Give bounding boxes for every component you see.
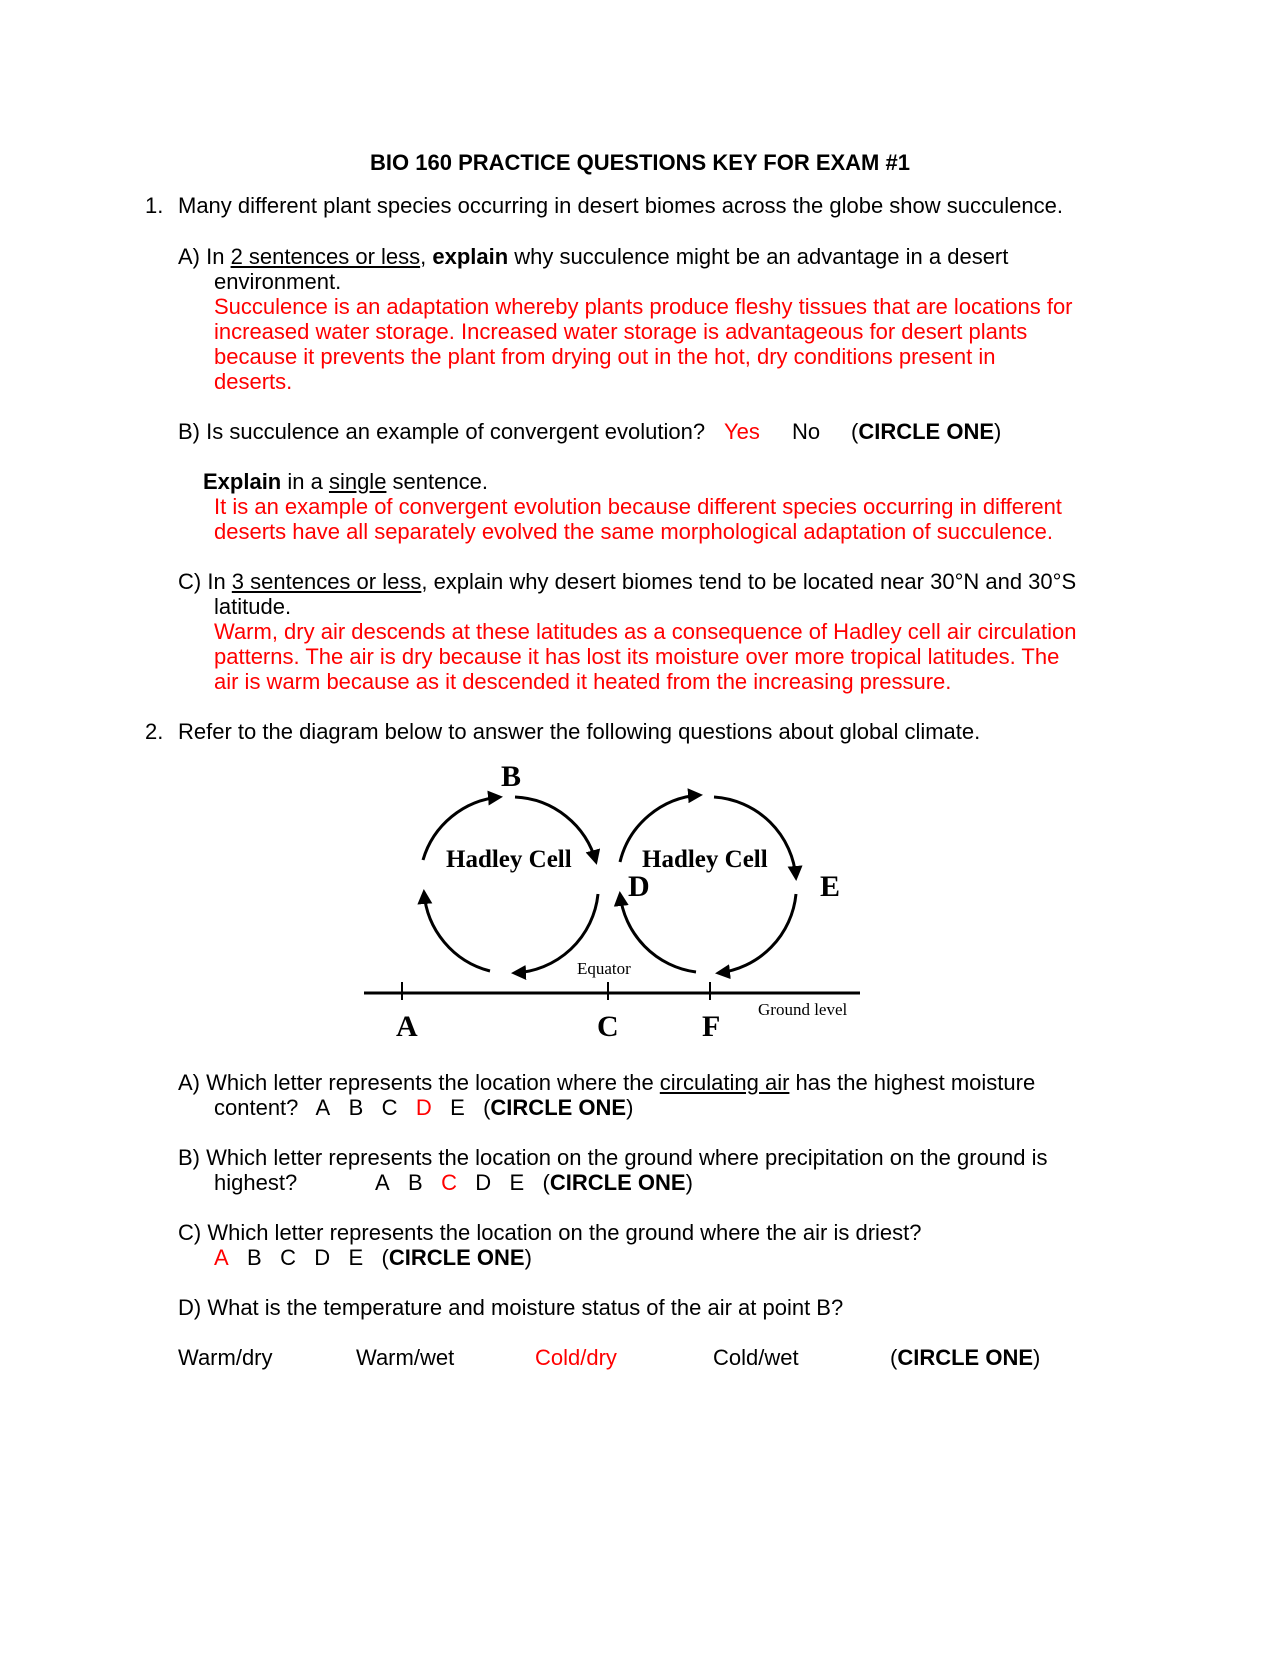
right-cell-label: Hadley Cell [642,846,768,873]
option: D [475,1170,492,1195]
q2b-question: B) Which letter represents the location on the ground where precipitation on the ground is [178,1145,1048,1170]
right-cell-arrow-bottom-left [620,894,696,972]
page-title: BIO 160 PRACTICE QUESTIONS KEY FOR EXAM #1 [370,150,910,175]
q1c-answer-line: air is warm because as it descended it heated from the increasing pressure. [214,669,952,694]
q1b-explain-prompt: Explain in a single sentence. [203,469,488,494]
right-cell-arrow-bottom-right [718,894,796,973]
q1a-answer-line: increased water storage. Increased water storage is advantageous for desert plants [214,319,1028,344]
option: A [375,1170,390,1195]
q1b-answer-line: It is an example of convergent evolution because different species occurring in different [214,494,1062,519]
q2d-option-warm-wet: Warm/wet [356,1345,455,1370]
q1b-option-yes: Yes [724,419,760,444]
q2b-question-line2: highest? [214,1170,298,1195]
option: A [315,1095,331,1120]
label-b: B [501,760,522,793]
q1-text: Many different plant species occurring in desert biomes across the globe show succulence. [178,193,1063,218]
q1a-question-line2: environment. [214,269,342,294]
q1a-question: A) In 2 sentences or less, explain why succulence might be an advantage in a desert [178,244,1009,269]
option: E [509,1170,525,1195]
option: B [247,1245,262,1270]
label-e: E [820,870,841,903]
option: B [348,1095,364,1120]
option: E [450,1095,465,1120]
q1a-answer-line: Succulence is an adaptation whereby plants produce fleshy tissues that are locations for [214,294,1073,319]
q1c-question: C) In 3 sentences or less, explain why desert biomes tend to be located near 30°N and 30°S [178,569,1077,594]
q1a-answer-line: deserts. [214,369,293,394]
option-answer: C [441,1170,457,1195]
q1b-question: B) Is succulence an example of convergent evolution? [178,419,706,444]
label-a: A [396,1010,418,1043]
q2d-question: D) What is the temperature and moisture status of the air at point B? [178,1295,844,1320]
q1-number: 1. [145,193,164,218]
q1c-answer-line: patterns. The air is dry because it has lost its moisture over more tropical latitudes. The [214,644,1060,669]
label-c: C [597,1010,619,1043]
option: C [381,1095,398,1120]
label-d: D [628,870,650,903]
q2a-question-line2: content? A B C D E (CIRCLE ONE) [214,1095,634,1120]
q2-text: Refer to the diagram below to answer the following questions about global climate. [178,719,981,744]
left-cell-arrow-bottom-left [424,892,490,971]
ground-level-label: Ground level [758,1000,848,1019]
option: D [314,1245,331,1270]
q2d-circle-one: (CIRCLE ONE) [890,1345,1041,1370]
option: B [408,1170,423,1195]
q1c-question-line2: latitude. [214,594,292,619]
q1b-circle-one: (CIRCLE ONE) [851,419,1002,444]
option-answer: A [214,1245,229,1270]
q2a-question: A) Which letter represents the location where the circulating air has the highest moisture [178,1070,1036,1095]
q1b-option-no: No [792,419,821,444]
q2d-option-warm-dry: Warm/dry [178,1345,273,1370]
option: E [348,1245,364,1270]
option: C [280,1245,296,1270]
q1b-answer-line: deserts have all separately evolved the same morphological adaptation of succulence. [214,519,1053,544]
label-f: F [702,1010,721,1043]
q2c-question: C) Which letter represents the location on the ground where the air is driest? [178,1220,922,1245]
q2d-option-cold-wet: Cold/wet [713,1345,799,1370]
q2d-option-cold-dry: Cold/dry [535,1345,617,1370]
q1c-answer-line: Warm, dry air descends at these latitudes as a consequence of Hadley cell air circulation [214,619,1077,644]
q2c-options: A B C D E (CIRCLE ONE) [214,1245,532,1270]
q1a-answer-line: because it prevents the plant from drying out in the hot, dry conditions present in [214,344,996,369]
left-cell-label: Hadley Cell [446,846,572,873]
q2-number: 2. [145,719,164,744]
option-answer: D [415,1095,432,1120]
hadley-cell-diagram [360,760,920,1100]
equator-label: Equator [577,959,631,978]
q2b-options: A B C D E (CIRCLE ONE) [375,1170,693,1195]
